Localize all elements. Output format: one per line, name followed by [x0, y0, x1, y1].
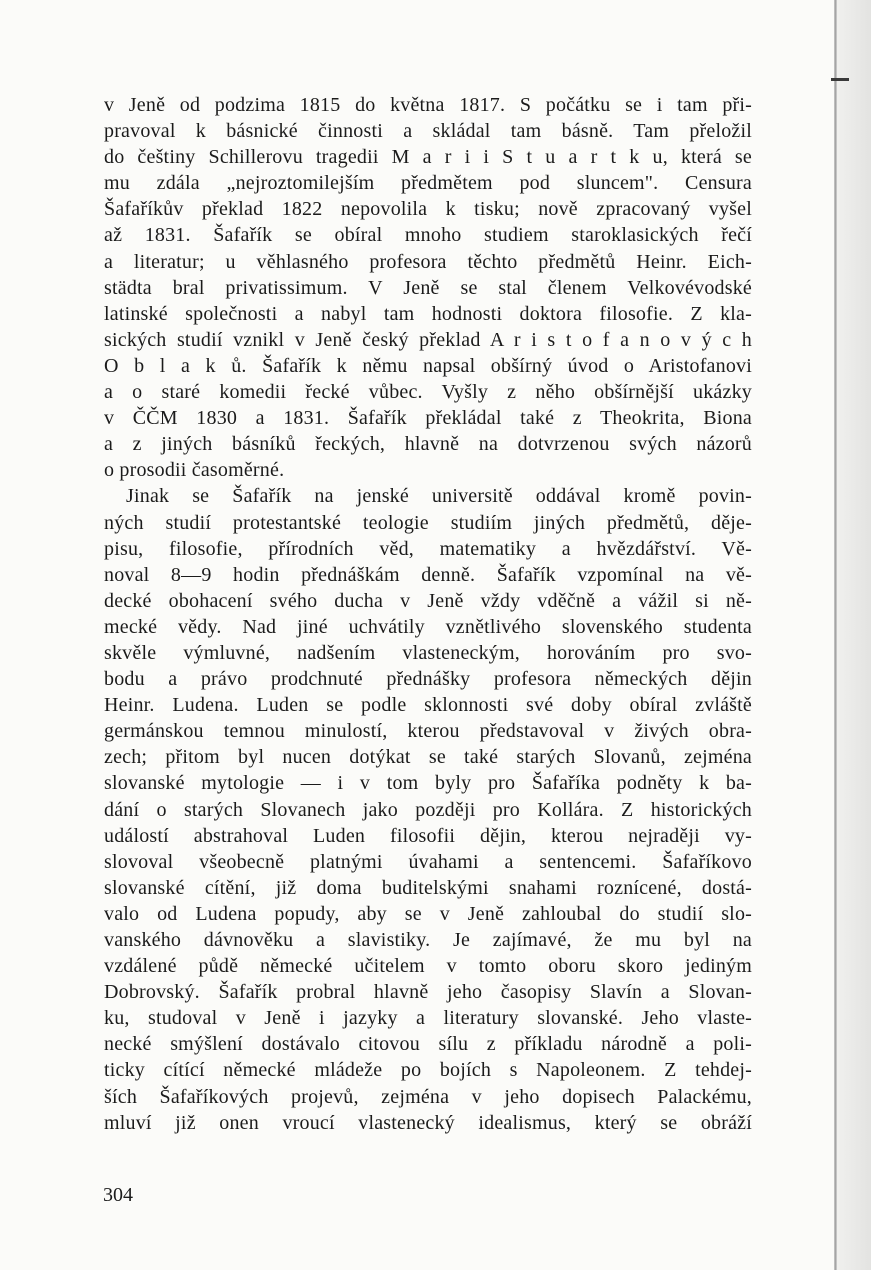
text-line: noval 8—9 hodin přednáškám denně. Šafařík vzpomínal na vě- [104, 563, 752, 586]
text-line: vzdálené půdě německé učitelem v tomto oboru skoro jediným [104, 955, 752, 978]
text-line: mecké vědy. Nad jiné uchvátily vznětlivého slovenského studenta [104, 615, 752, 638]
text-line: a o staré komedii řecké vůbec. Vyšly z něho obšírnější ukázky [104, 381, 752, 404]
text-line: událostí abstrahoval Luden filosofii dějin, kterou nejraději vy- [104, 824, 752, 847]
text-line: pravoval k básnické činnosti a skládal tam básně. Tam přeložil [104, 120, 752, 143]
text-line: pisu, filosofie, přírodních věd, matematiky a hvězdářství. Vě- [104, 537, 752, 560]
text-line: slovoval všeobecně platnými úvahami a sentencemi. Šafaříkovo [104, 850, 752, 873]
text-line: mu zdála „nejroztomilejším předmětem pod sluncem". Censura [104, 172, 752, 195]
text-line: germánskou temnou minulostí, kterou představoval v živých obra- [104, 720, 752, 743]
text-line: až 1831. Šafařík se obíral mnoho studiem staroklasických řečí [104, 224, 752, 247]
text-line: decké obohacení svého ducha v Jeně vždy vděčně a vážil si ně- [104, 589, 752, 612]
text-line: Jinak se Šafařík na jenské universitě oddával kromě povin- [126, 485, 752, 508]
text-line: städta bral privatissimum. V Jeně se stal členem Velkovévodské [104, 276, 752, 299]
text-line: ných studií protestantské teologie studiím jiných předmětů, děje- [104, 511, 752, 534]
text-line: a z jiných básníků řeckých, hlavně na dotvrzenou svých názorů [104, 433, 752, 456]
edge-mark [831, 78, 849, 81]
text-line: do češtiny Schillerovu tragedii M a r i i S t u a r t k u, která se [104, 146, 752, 169]
text-line: ších Šafaříkových projevů, zejména v jeho dopisech Palackému, [104, 1085, 752, 1108]
page-gutter-shadow [837, 0, 871, 1270]
text-line: v ČČM 1830 a 1831. Šafařík překládal také z Theokrita, Biona [104, 407, 752, 430]
text-line: valo od Ludena popudy, aby se v Jeně zahloubal do studií slo- [104, 902, 752, 925]
text-line: zech; přitom byl nucen dotýkat se také starých Slovanů, zejména [104, 746, 752, 769]
text-line: bodu a právo prodchnuté přednášky profesora německých dějin [104, 668, 752, 691]
page-edge [834, 0, 837, 1270]
text-line: vanského dávnověku a slavistiky. Je zajímavé, že mu byl na [104, 929, 752, 951]
body-text [104, 92, 752, 1136]
text-line: mluví již onen vroucí vlastenecký idealismus, který se obráží [104, 1111, 752, 1134]
text-line: Heinr. Ludena. Luden se podle sklonnosti své doby obíral zvláště [104, 694, 752, 717]
text-line: latinské společnosti a nabyl tam hodnosti doktora filosofie. Z kla- [104, 302, 752, 325]
page-number: 304 [103, 1184, 133, 1206]
text-line: ku, studoval v Jeně i jazyky a literatury slovanské. Jeho vlaste- [104, 1007, 752, 1030]
text-line: o prosodii časoměrné. [104, 459, 285, 482]
text-line: Šafaříkův překlad 1822 nepovolila k tisku; nově zpracovaný vyšel [104, 198, 752, 221]
text-line: ticky cítící německé mládeže po bojích s Napoleonem. Z tehdej- [104, 1059, 752, 1082]
text-line: skvěle výmluvné, nadšením vlasteneckým, horováním pro svo- [104, 641, 752, 664]
text-line: Dobrovský. Šafařík probral hlavně jeho časopisy Slavín a Slovan- [104, 981, 752, 1004]
text-line: slovanské cítění, již doma buditelskými snahami roznícené, dostá- [104, 876, 752, 899]
text-line: dání o starých Slovanech jako později pro Kollára. Z historických [104, 798, 752, 821]
text-line: sických studií vznikl v Jeně český překlad A r i s t o f a n o v ý c h [104, 328, 752, 351]
text-line: a literatur; u věhlasného profesora těchto předmětů Heinr. Eich- [104, 250, 752, 273]
text-line: necké smýšlení dostávalo citovou sílu z příkladu národně a poli- [104, 1033, 752, 1056]
text-line: O b l a k ů. Šafařík k němu napsal obšírný úvod o Aristofanovi [104, 354, 752, 377]
text-line: slovanské mytologie — i v tom byly pro Šafaříka podněty k ba- [104, 772, 752, 795]
text-line: v Jeně od podzima 1815 do května 1817. S počátku se i tam při- [104, 94, 752, 116]
